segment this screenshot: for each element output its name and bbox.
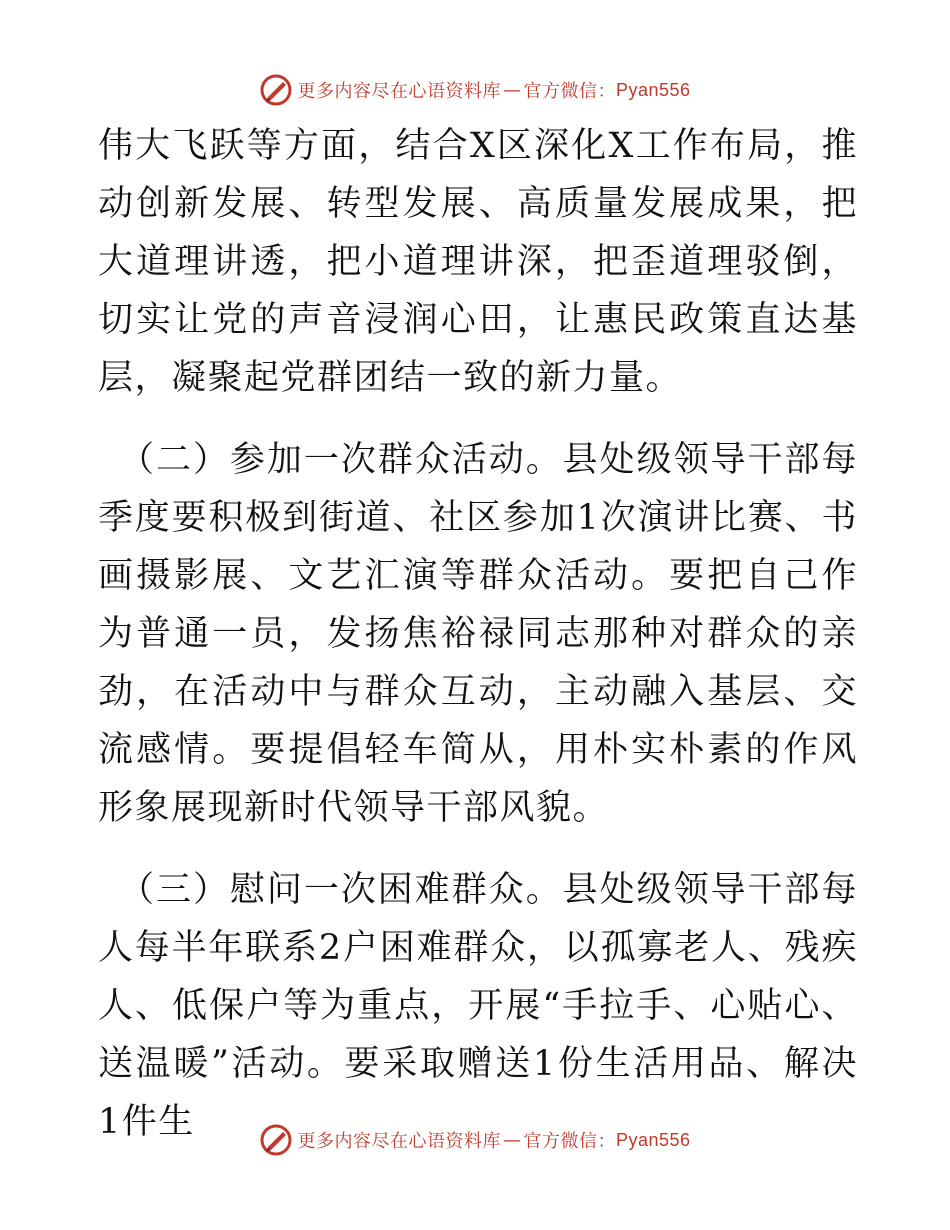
watermark-header xyxy=(0,73,950,107)
watermark-separator: — xyxy=(502,1129,522,1151)
watermark-wechat-id: Pyan556 xyxy=(615,1129,691,1150)
document-body xyxy=(98,117,858,1151)
watermark-official-label: 官方微信： xyxy=(523,81,616,102)
watermark-footer xyxy=(0,1123,950,1157)
paragraph-2: （二）参加一次群众活动。县处级领导干部每季度要积极到街道、社区参加1次演讲比赛、书画摄影展、文艺汇演等群众活动。要把自己作为普通一员，发扬焦裕禄同志那种对群众的亲劲，在活动中与群众互动，主动融入基层、交流感情。要提倡轻车简从，用朴实朴素的作风形象展现新时代领导干部风貌。 xyxy=(98,440,858,828)
watermark-brand: 更多内容尽在心语资料库 xyxy=(297,1131,501,1152)
logo-icon xyxy=(259,1123,293,1157)
watermark-wechat-id: Pyan556 xyxy=(615,79,691,100)
watermark-separator: — xyxy=(502,79,522,101)
watermark-official-label: 官方微信： xyxy=(523,1131,616,1152)
paragraph-3: （三）慰问一次困难群众。县处级领导干部每人每半年联系2户困难群众，以孤寡老人、残疾人、低保户等为重点，开展“手拉手、心贴心、送温暖”活动。要采取赠送1份生活用品、解决1件生 xyxy=(98,870,858,1142)
watermark-brand: 更多内容尽在心语资料库 xyxy=(297,81,501,102)
paragraph-1: 伟大飞跃等方面，结合X区深化X工作布局，推动创新发展、转型发展、高质量发展成果，把大道理讲透，把小道理讲深，把歪道理驳倒，切实让党的声音浸润心田，让惠民政策直达基层，凝聚起党群团结一致的新力量。 xyxy=(98,126,858,398)
logo-icon xyxy=(259,73,293,107)
